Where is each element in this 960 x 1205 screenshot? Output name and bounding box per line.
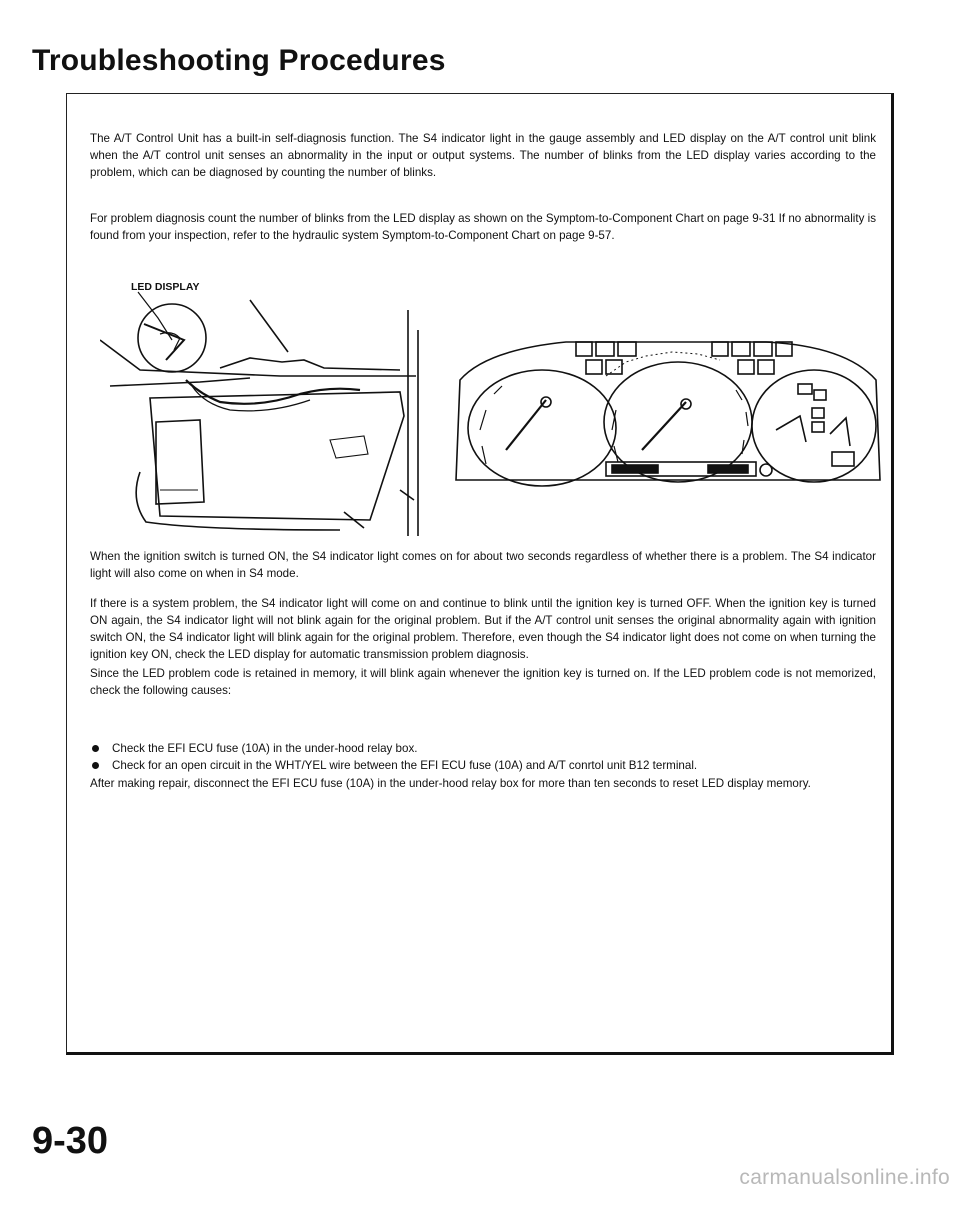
page-number: 9-30: [32, 1120, 109, 1162]
watermark: carmanualsonline.info: [739, 1166, 950, 1189]
diagnosis-paragraph: For problem diagnosis count the number of blinks from the LED display as shown on the Symptom-to-Component Chart on page 9-31 If no abnormality is found from your inspection, refer to the hydraulic system Symptom-to-Component Chart on page 9-57.: [90, 212, 876, 242]
page-title: Troubleshooting Procedures: [32, 44, 446, 77]
ignition-on-paragraph: When the ignition switch is turned ON, the S4 indicator light comes on for about two seconds regardless of whether there is a problem. The S4 indicator light will also come on when in S4 mode.: [90, 550, 876, 580]
reset-paragraph: After making repair, disconnect the EFI ECU fuse (10A) in the under-hood relay box for more than ten seconds to reset LED display memory.: [90, 777, 811, 790]
control-unit-illustration: [100, 290, 460, 536]
list-item: Check for an open circuit in the WHT/YEL wire between the EFI ECU fuse (10A) and A/T conrtol unit B12 terminal.: [90, 757, 876, 774]
system-problem-paragraph: If there is a system problem, the S4 indicator light will come on and continue to blink until the ignition key is turned OFF. When the ignition key is turned ON again, the S4 indicator light will not blink again for the original problem. But if the A/T control unit senses the original abnormality again with ignition switch ON, the S4 indicator light will blink again for the original problem. Therefore, even though the S4 indicator light does not come on when turning the ignition key ON, check the LED display for automatic transmission problem diagnosis.: [90, 597, 876, 661]
led-display-label: LED DISPLAY: [131, 281, 200, 293]
intro-paragraph: The A/T Control Unit has a built-in self-diagnosis function. The S4 indicator light in the gauge assembly and LED display on the A/T control unit blink when the A/T control unit senses an abnormality in the input or output systems. The number of blinks from the LED display varies according to the problem, which can be diagnosed by counting the number of blinks.: [90, 132, 876, 179]
cause-checklist: [90, 740, 876, 774]
list-item: Check the EFI ECU fuse (10A) in the under-hood relay box.: [90, 740, 876, 757]
memory-paragraph: Since the LED problem code is retained in memory, it will blink again whenever the ignition key is turned on. If the LED problem code is not memorized, check the following causes:: [90, 667, 876, 697]
gauge-assembly-illustration: [446, 330, 886, 500]
